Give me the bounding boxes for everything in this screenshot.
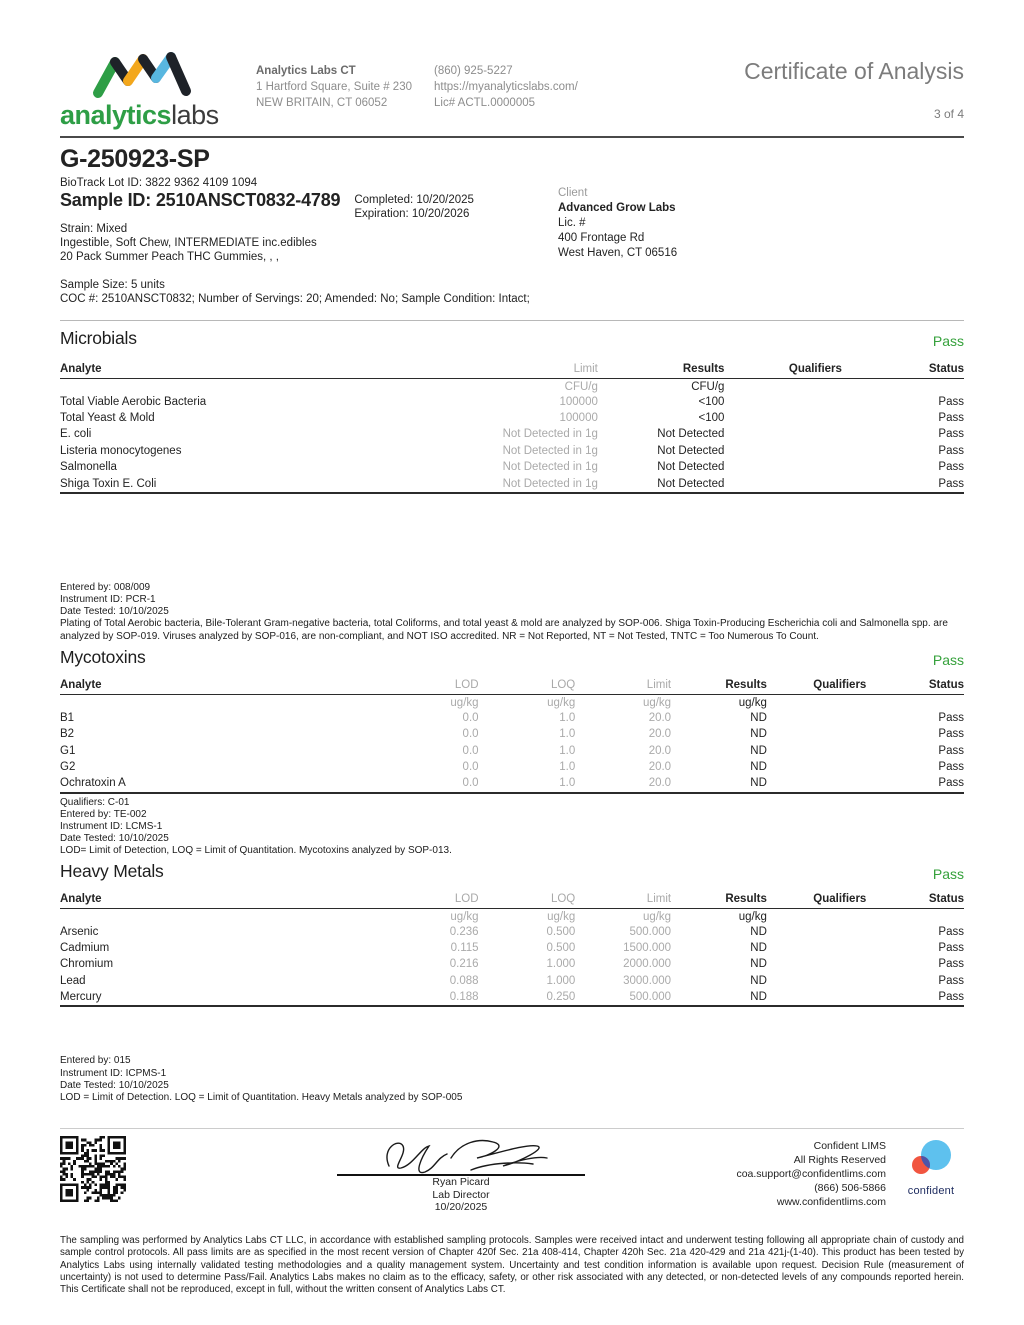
table-cell: 2000.000	[623, 958, 672, 971]
table-cell: Not Detected in 1g	[502, 444, 598, 457]
unit-cell	[767, 908, 866, 924]
signature-block	[296, 1136, 626, 1213]
table-cell: Chromium	[60, 958, 114, 971]
report-footer	[60, 1128, 964, 1213]
footnote-line: Date Tested: 10/10/2025	[60, 606, 169, 618]
mycotoxins-footnotes	[60, 797, 964, 858]
table-row	[60, 956, 964, 972]
unit-cell: ug/kg	[642, 696, 672, 709]
table-cell	[724, 394, 842, 410]
table-cell: 1.000	[546, 974, 576, 987]
table-cell: 1.0	[559, 744, 576, 757]
table-cell: B2	[60, 728, 75, 741]
table-cell: ND	[750, 777, 767, 790]
table-cell	[767, 973, 866, 989]
confident-logo-icon	[908, 1138, 954, 1182]
table-cell: Pass	[938, 728, 964, 741]
table-cell: 1.0	[559, 777, 576, 790]
unit-cell	[60, 908, 331, 924]
table-cell: Not Detected	[657, 428, 725, 441]
table-cell	[767, 759, 866, 775]
table-cell: Cadmium	[60, 942, 110, 955]
table-cell: Total Viable Aerobic Bacteria	[60, 395, 207, 408]
table-cell: Ochratoxin A	[60, 777, 126, 790]
table-cell: Pass	[938, 395, 964, 408]
footnote-line: Plating of Total Aerobic bacteria, Bile-Tolerant Gram-negative bacteria, total Coliforms, and total yeast & mold are analyzed by SOP-006. Shiga Toxin-Producing Escherichia coli and Salmonella spp. are analyzed by SOP-019. Viruses analyzed by SOP-016, are non-compliant, and NOT ISO accredited. NR = Not Reported, NT = Not Tested, TNTC = Too Numerous To Count.	[60, 618, 948, 642]
table-cell: 0.115	[450, 942, 479, 955]
unit-cell	[60, 378, 422, 394]
table-cell: Pass	[938, 477, 964, 490]
matrix: Ingestible, Soft Chew, INTERMEDIATE inc.edibles	[60, 236, 317, 249]
table-cell: ND	[750, 744, 767, 757]
table-cell: Pass	[938, 974, 964, 987]
sample-dates	[354, 190, 474, 222]
footnote-line: Instrument ID: PCR-1	[60, 593, 156, 605]
table-cell	[724, 459, 842, 475]
table-cell: 20.0	[648, 761, 672, 774]
table-cell: B1	[60, 711, 75, 724]
lab-logo-zigzag-icon	[88, 50, 206, 102]
table-header-row	[60, 361, 964, 379]
table-cell: 100000	[559, 395, 598, 408]
client-label: Client	[558, 187, 588, 199]
table-cell: 20.0	[648, 744, 672, 757]
table-cell: Pass	[938, 744, 964, 757]
section-microbials	[60, 320, 964, 643]
table-row	[60, 775, 964, 792]
table-cell: G1	[60, 744, 76, 757]
table-row	[60, 989, 964, 1006]
strain: Strain: Mixed	[60, 222, 128, 235]
lims-contact-line: All Rights Reserved	[793, 1154, 886, 1167]
table-cell: Pass	[938, 711, 964, 724]
footnote-line: Entered by: 015	[60, 1055, 131, 1067]
table-cell	[767, 989, 866, 1006]
mycotoxins-table	[60, 677, 964, 794]
unit-cell	[724, 378, 842, 394]
table-cell	[767, 726, 866, 742]
column-header: LOD	[331, 677, 478, 695]
lab-website: https://myanalyticslabs.com/	[434, 80, 578, 93]
column-header: Results	[671, 677, 767, 695]
table-cell	[767, 956, 866, 972]
lab-phone: (860) 925-5227	[434, 65, 513, 77]
document-title: Certificate of Analysis	[744, 58, 964, 84]
unit-cell: ug/kg	[450, 696, 479, 709]
table-cell: 20.0	[648, 728, 672, 741]
section-title: Heavy Metals	[60, 860, 164, 881]
table-header-row	[60, 891, 964, 909]
footnote-line: Entered by: TE-002	[60, 808, 147, 820]
table-cell: ND	[750, 958, 767, 971]
footnote-line: Instrument ID: LCMS-1	[60, 820, 163, 832]
table-cell	[767, 710, 866, 726]
table-row	[60, 394, 964, 410]
lims-contact-line: coa.support@confidentlims.com	[736, 1167, 886, 1180]
table-cell: 0.0	[462, 761, 479, 774]
microbials-footnotes	[60, 582, 964, 643]
sample-id: Sample ID: 2510ANSCT0832-4789	[60, 190, 341, 210]
unit-cell	[842, 378, 964, 394]
table-cell: Pass	[938, 761, 964, 774]
lab-logo	[60, 50, 256, 131]
report-header	[60, 0, 964, 131]
table-row	[60, 459, 964, 475]
footnote-line: LOD= Limit of Detection, LOQ = Limit of Quantitation. Mycotoxins analyzed by SOP-013.	[60, 845, 452, 857]
column-header: Results	[598, 361, 725, 379]
table-cell	[724, 410, 842, 426]
table-cell: Not Detected in 1g	[502, 461, 598, 474]
lims-contact-line: Confident LIMS	[813, 1140, 886, 1153]
column-header: Analyte	[60, 361, 422, 379]
column-header: Limit	[422, 361, 598, 379]
table-cell: Arsenic	[60, 925, 99, 938]
unit-cell: ug/kg	[738, 696, 767, 709]
table-row	[60, 726, 964, 742]
unit-cell	[767, 694, 866, 710]
table-row	[60, 924, 964, 940]
table-cell	[724, 475, 842, 492]
batch-id-title: G-250923-SP	[60, 145, 210, 173]
table-cell: Not Detected in 1g	[502, 428, 598, 441]
confident-wordmark: confident	[907, 1185, 955, 1198]
unit-cell: CFU/g	[691, 380, 725, 393]
section-mycotoxins	[60, 647, 964, 858]
table-cell: 0.0	[462, 711, 479, 724]
lab-address-block	[256, 50, 434, 112]
client-address2: West Haven, CT 06516	[558, 246, 678, 259]
table-row	[60, 940, 964, 956]
table-cell: 0.236	[449, 925, 479, 938]
lab-contact-block	[434, 50, 624, 112]
unit-cell	[60, 694, 331, 710]
heavy-metals-footnotes	[60, 1055, 964, 1104]
lab-license: Lic# ACTL.0000005	[434, 96, 536, 109]
client-license: Lic. #	[558, 216, 586, 229]
biotrack-lot-id: BioTrack Lot ID: 3822 9362 4109 1094	[60, 177, 258, 189]
page-number: 3 of 4	[933, 107, 964, 121]
table-cell: ND	[750, 761, 767, 774]
table-cell: G2	[60, 761, 76, 774]
column-header: Qualifiers	[767, 891, 866, 909]
table-cell: 0.500	[546, 925, 576, 938]
unit-cell: ug/kg	[547, 696, 576, 709]
table-cell: 0.0	[462, 744, 479, 757]
microbials-table	[60, 361, 964, 494]
legal-disclaimer: The sampling was performed by Analytics Labs CT LLC, in accordance with established sampling protocols. Samples were received intact and underwent testing following all appropriate chain of custody and sample control protocols. All pass limits are as specified in the most recent version of Chapter 420f Sec. 21a 408-414, Chapter 420h Sec. 21a 420-429 and 21a 421j-(1-40). This product has been tested by Analytics Labs using internally validated testing methodologies and a quality management system. Uncertainty and test condition information is available upon request. Decision Rule (measurement of uncertainty) is not used to determine Pass/Fail. Analytics Labs makes no claim as to the efficacy, safety, or other risk associated with any detected, or non-detected levels of any compounds reported herein. This Certificate shall not be reproduced, except in full, without the written consent of Analytics Labs CT.	[60, 1235, 964, 1295]
column-header: Qualifiers	[724, 361, 842, 379]
table-cell: ND	[750, 925, 767, 938]
table-cell: ND	[750, 711, 767, 724]
table-cell: Not Detected in 1g	[502, 477, 598, 490]
table-cell	[767, 940, 866, 956]
table-cell	[724, 443, 842, 459]
lab-name: Analytics Labs CT	[256, 65, 356, 77]
table-cell: ND	[750, 974, 767, 987]
table-cell: 1.000	[546, 958, 576, 971]
table-cell: Pass	[938, 428, 964, 441]
coc-line: COC #: 2510ANSCT0832; Number of Servings: 20; Amended: No; Sample Condition: Intact;	[60, 293, 530, 306]
section-status-pass: Pass	[932, 865, 964, 882]
column-header: Limit	[575, 677, 671, 695]
table-cell: 0.500	[546, 942, 576, 955]
units-row	[60, 378, 964, 394]
table-cell: 0.250	[546, 991, 576, 1004]
column-header: Analyte	[60, 677, 331, 695]
table-cell: Pass	[938, 777, 964, 790]
column-header: Qualifiers	[767, 677, 866, 695]
column-header: Status	[866, 677, 964, 695]
lab-logo-wordmark: analyticslabs	[60, 100, 219, 130]
unit-cell: ug/kg	[547, 910, 576, 923]
unit-cell: ug/kg	[642, 910, 672, 923]
client-block	[558, 186, 677, 261]
table-cell: 1500.000	[623, 942, 672, 955]
column-header: Analyte	[60, 891, 331, 909]
table-cell: Pass	[938, 958, 964, 971]
column-header: LOD	[331, 891, 478, 909]
units-row	[60, 694, 964, 710]
expiration-date: Expiration: 10/20/2026	[354, 208, 470, 221]
signature-icon	[351, 1136, 571, 1178]
column-header: Status	[866, 891, 964, 909]
column-header: Limit	[575, 891, 671, 909]
table-cell: 0.0	[462, 728, 479, 741]
table-row	[60, 742, 964, 758]
sample-info	[60, 138, 964, 307]
table-cell: 1.0	[559, 728, 576, 741]
table-cell: 0.216	[449, 958, 479, 971]
qr-code	[60, 1136, 126, 1202]
table-cell: Pass	[938, 925, 964, 938]
table-row	[60, 973, 964, 989]
table-cell: Shiga Toxin E. Coli	[60, 477, 157, 490]
unit-cell: ug/kg	[738, 910, 767, 923]
table-cell: 1.0	[559, 761, 576, 774]
table-row	[60, 759, 964, 775]
table-cell: Not Detected	[657, 477, 725, 490]
client-address1: 400 Frontage Rd	[558, 231, 645, 244]
lab-address-line2: NEW BRITAIN, CT 06052	[256, 96, 388, 109]
heavy-metals-table	[60, 891, 964, 1008]
table-cell: Pass	[938, 444, 964, 457]
table-header-row	[60, 677, 964, 695]
signature-date: 10/20/2025	[434, 1200, 488, 1213]
table-cell: 100000	[559, 412, 598, 425]
table-cell	[767, 924, 866, 940]
column-header: Status	[842, 361, 964, 379]
footnote-line: Entered by: 008/009	[60, 581, 151, 593]
table-cell: <100	[698, 412, 725, 425]
table-cell: 3000.000	[623, 974, 672, 987]
footnote-line: Date Tested: 10/10/2025	[60, 833, 169, 845]
unit-cell: CFU/g	[564, 380, 598, 393]
table-cell: Pass	[938, 412, 964, 425]
footnote-line: Instrument ID: ICPMS-1	[60, 1067, 167, 1079]
client-name: Advanced Grow Labs	[558, 201, 676, 214]
completed-date: Completed: 10/20/2025	[354, 194, 474, 206]
column-header: Results	[671, 891, 767, 909]
product-name: 20 Pack Summer Peach THC Gummies, , ,	[60, 250, 279, 263]
table-cell: 1.0	[559, 711, 576, 724]
table-cell: Pass	[938, 461, 964, 474]
table-cell: Pass	[938, 942, 964, 955]
table-row	[60, 410, 964, 426]
table-cell: Pass	[938, 991, 964, 1004]
unit-cell: ug/kg	[450, 910, 479, 923]
lims-contact-line: www.confidentlims.com	[776, 1195, 886, 1208]
table-cell: Listeria monocytogenes	[60, 444, 182, 457]
table-cell: 20.0	[648, 711, 672, 724]
table-cell: E. coli	[60, 428, 92, 441]
table-cell: Lead	[60, 974, 86, 987]
sample-size: Sample Size: 5 units	[60, 278, 165, 291]
table-cell: 500.000	[629, 925, 672, 938]
table-cell: Mercury	[60, 991, 102, 1004]
table-cell: 500.000	[629, 991, 672, 1004]
table-cell: 0.088	[449, 974, 479, 987]
lims-contact-line: (866) 506-5866	[814, 1181, 886, 1194]
table-cell	[724, 426, 842, 442]
table-cell: Not Detected	[657, 444, 725, 457]
footnote-line: Qualifiers: C-01	[60, 796, 130, 808]
table-cell: 0.0	[462, 777, 479, 790]
table-row	[60, 443, 964, 459]
table-cell	[767, 742, 866, 758]
unit-cell	[866, 908, 964, 924]
table-cell: ND	[750, 728, 767, 741]
section-status-pass: Pass	[932, 332, 964, 349]
signer-role: Lab Director	[432, 1188, 490, 1201]
lab-address-line1: 1 Hartford Square, Suite # 230	[256, 80, 412, 93]
column-header: LOQ	[479, 891, 576, 909]
table-cell: Not Detected	[657, 461, 725, 474]
table-cell: Salmonella	[60, 461, 117, 474]
table-row	[60, 426, 964, 442]
unit-cell	[866, 694, 964, 710]
table-cell: Total Yeast & Mold	[60, 412, 155, 425]
section-status-pass: Pass	[932, 651, 964, 668]
section-heavy-metals	[60, 861, 964, 1105]
table-cell: ND	[750, 991, 767, 1004]
table-cell: 0.188	[449, 991, 479, 1004]
section-title: Mycotoxins	[60, 646, 146, 667]
units-row	[60, 908, 964, 924]
column-header: LOQ	[479, 677, 576, 695]
table-cell: ND	[750, 942, 767, 955]
footnote-line: LOD = Limit of Detection. LOQ = Limit of Quantitation. Heavy Metals analyzed by SOP-005	[60, 1091, 463, 1103]
table-cell	[767, 775, 866, 792]
table-row	[60, 710, 964, 726]
table-cell: 20.0	[648, 777, 672, 790]
table-row	[60, 475, 964, 492]
confident-logo	[898, 1136, 964, 1197]
lims-contact-block	[736, 1136, 886, 1209]
signer-name: Ryan Picard	[432, 1176, 490, 1189]
footnote-line: Date Tested: 10/10/2025	[60, 1079, 169, 1091]
section-title: Microbials	[60, 327, 137, 348]
table-cell: <100	[698, 395, 725, 408]
